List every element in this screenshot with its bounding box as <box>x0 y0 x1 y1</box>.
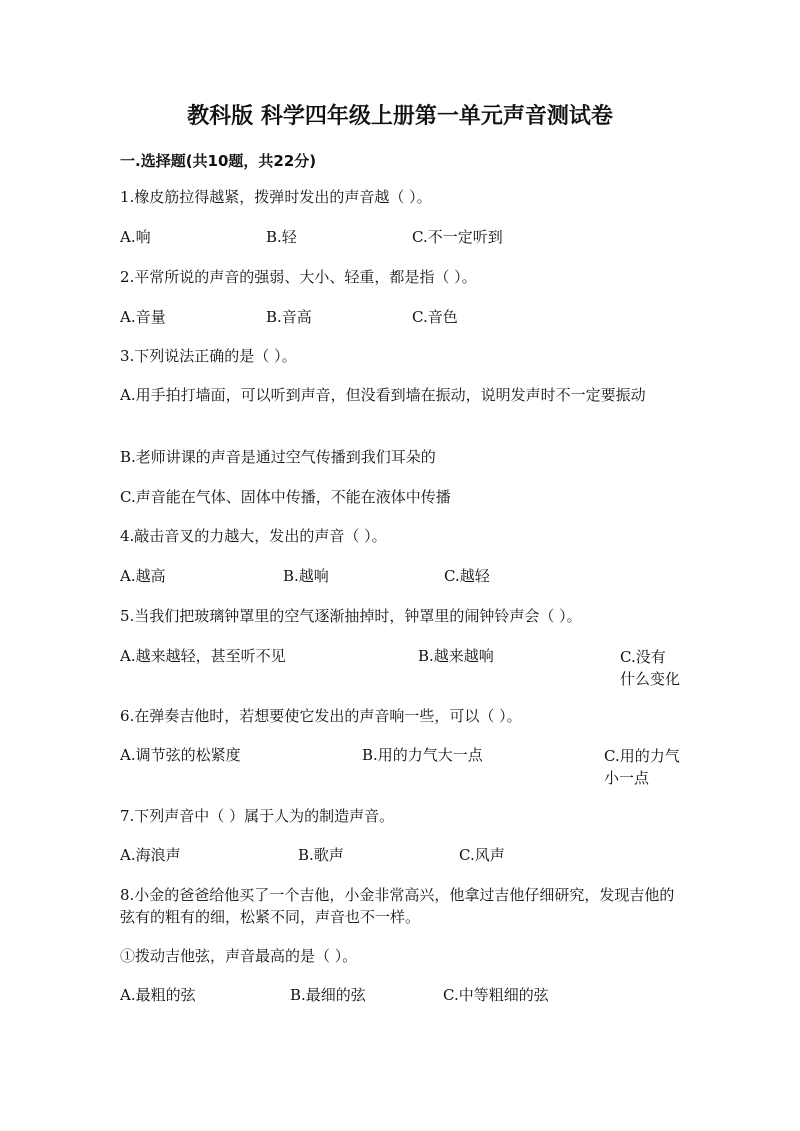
question-1-option-b[interactable]: B.轻 <box>266 228 297 246</box>
question-4-option-b[interactable]: B.越响 <box>283 567 329 585</box>
question-8-option-b[interactable]: B.最细的弦 <box>290 986 366 1004</box>
question-4-stem: 4.敲击音叉的力越大，发出的声音（ ）。 <box>120 527 387 545</box>
question-5-option-b[interactable]: B.越来越响 <box>418 647 494 665</box>
question-5-stem: 5.当我们把玻璃钟罩里的空气逐渐抽掉时，钟罩里的闹钟铃声会（ ）。 <box>120 607 582 625</box>
question-8-sub-question: ①拨动吉他弦，声音最高的是（ ）。 <box>120 947 358 965</box>
question-6-option-a[interactable]: A.调节弦的松紧度 <box>120 746 241 764</box>
question-1-option-c[interactable]: C.不一定听到 <box>412 228 503 246</box>
question-5-option-c[interactable]: C.没有什么变化 <box>620 648 681 688</box>
question-4-option-c[interactable]: C.越轻 <box>444 567 490 585</box>
question-3-stem: 3.下列说法正确的是（ ）。 <box>120 347 297 365</box>
question-3-option-a[interactable]: A.用手拍打墙面，可以听到声音，但没看到墙在振动，说明发声时不一定要振动 <box>120 386 646 404</box>
question-4-option-a[interactable]: A.越高 <box>120 567 166 585</box>
question-6-stem: 6.在弹奏吉他时，若想要使它发出的声音响一些，可以（ ）。 <box>120 707 522 725</box>
question-1-option-a[interactable]: A.响 <box>120 228 151 246</box>
question-7-stem: 7.下列声音中（ ）属于人为的制造声音。 <box>120 807 395 825</box>
page-title: 教科版 科学四年级上册第一单元声音测试卷 <box>187 104 613 129</box>
question-8-option-c[interactable]: C.中等粗细的弦 <box>443 986 549 1004</box>
question-7-option-b[interactable]: B.歌声 <box>298 846 344 864</box>
question-2-stem: 2.平常所说的声音的强弱、大小、轻重，都是指（ ）。 <box>120 268 477 286</box>
question-7-option-a[interactable]: A.海浪声 <box>120 846 181 864</box>
question-2-option-b[interactable]: B.音高 <box>266 308 312 326</box>
question-3-option-c[interactable]: C.声音能在气体、固体中传播，不能在液体中传播 <box>120 488 451 506</box>
question-6-option-b[interactable]: B.用的力气大一点 <box>362 746 483 764</box>
question-2-option-a[interactable]: A.音量 <box>120 308 166 326</box>
question-6-option-c[interactable]: C.用的力气小一点 <box>604 747 680 787</box>
question-5-option-a[interactable]: A.越来越轻，甚至听不见 <box>120 647 286 665</box>
section-heading: 一.选择题(共10题，共22分) <box>120 152 317 170</box>
question-8-option-a[interactable]: A.最粗的弦 <box>120 986 196 1004</box>
question-8-stem: 8.小金的爸爸给他买了一个吉他，小金非常高兴，他拿过吉他仔细研究，发现吉他的弦有的粗有的细，松紧不同，声音也不一样。 <box>120 886 675 926</box>
question-7-option-c[interactable]: C.风声 <box>459 846 505 864</box>
question-2-option-c[interactable]: C.音色 <box>412 308 458 326</box>
question-3-option-b[interactable]: B.老师讲课的声音是通过空气传播到我们耳朵的 <box>120 448 436 466</box>
question-1-stem: 1.橡皮筋拉得越紧，拨弹时发出的声音越（ ）。 <box>120 188 432 206</box>
